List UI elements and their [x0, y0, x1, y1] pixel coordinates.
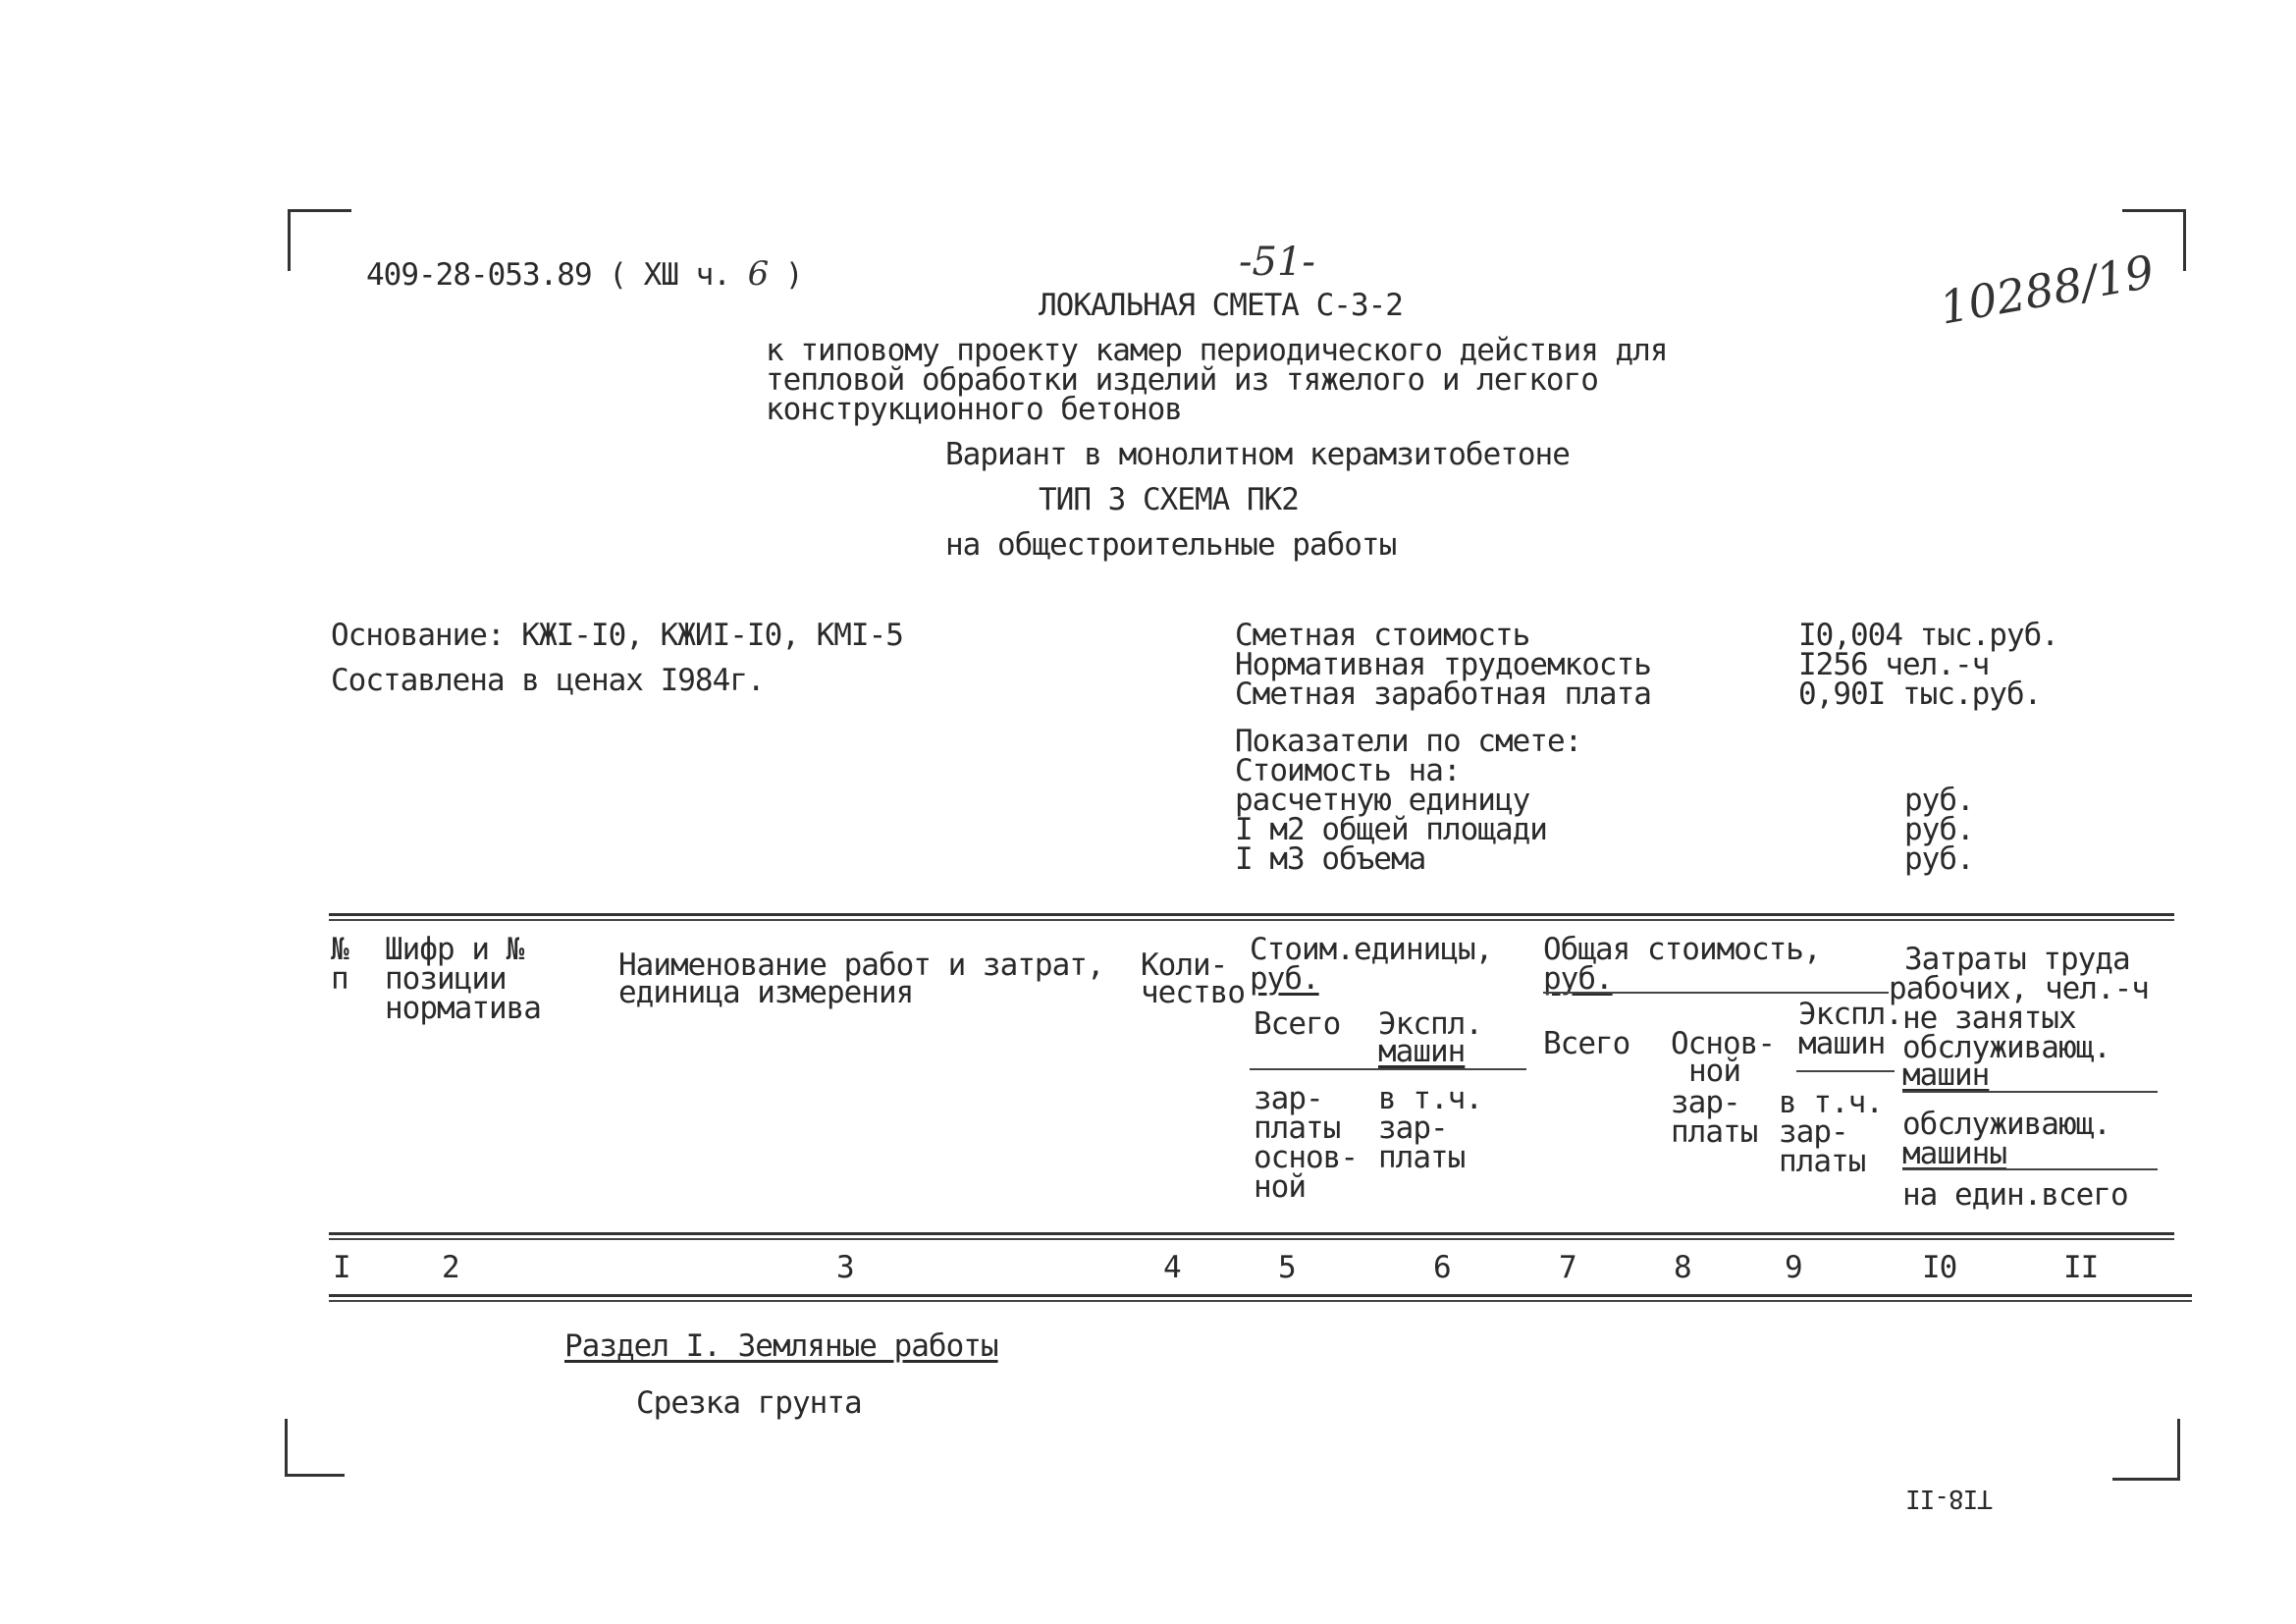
c9-rule [1796, 1070, 1895, 1072]
header-no-1: № [331, 932, 348, 967]
total-cost-rule [1543, 992, 1889, 994]
header-c8b-1: зар- [1671, 1085, 1740, 1120]
col-number-10: I0 [1922, 1250, 1957, 1285]
header-c5b-3: основ- [1254, 1140, 1358, 1175]
header-labor-5: машин [1902, 1057, 1990, 1093]
header-labor-4: обслуживающ. [1902, 1030, 2110, 1065]
section-title: Раздел I. Земляные работы [564, 1328, 998, 1364]
summary-cost-value: I0,004 тыс.руб. [1798, 618, 2058, 653]
col-number-4: 4 [1163, 1250, 1181, 1285]
col-number-8: 8 [1674, 1250, 1691, 1285]
header-labor-2: рабочих, чел.-ч [1889, 971, 2149, 1006]
header-c6b-3: платы [1378, 1140, 1466, 1175]
table-numbers-bottom-rule-2 [329, 1300, 2192, 1302]
header-total-cost-2: руб. [1543, 961, 1613, 997]
header-c8b-2: платы [1671, 1114, 1758, 1150]
header-c9b-2: зар- [1779, 1114, 1848, 1150]
header-c7-total: Всего [1543, 1026, 1630, 1061]
c6-rule [1250, 1068, 1526, 1070]
header-c6-1: Экспл. [1378, 1006, 1482, 1042]
header-c9b-1: в т.ч. [1779, 1085, 1883, 1120]
header-labor-7: машины [1902, 1136, 2006, 1171]
summary-labor-value: I256 чел.-ч [1798, 647, 1990, 682]
footer-stamp [1906, 1483, 1993, 1513]
header-labor-3: не занятых [1902, 1001, 2076, 1036]
header-name-1: Наименование работ и затрат, [618, 947, 1104, 983]
footer-stamp-text: ТI8-II [1906, 1484, 1993, 1513]
header-c6b-1: в т.ч. [1378, 1081, 1482, 1116]
table-top-rule [329, 913, 2174, 916]
col-number-5: 5 [1278, 1250, 1296, 1285]
table-numbers-bottom-rule [329, 1294, 2192, 1297]
summary-wages-label: Сметная заработная плата [1235, 677, 1651, 712]
header-no-2: п [331, 961, 348, 997]
document-code [366, 254, 803, 294]
header-code-2: позиции [385, 961, 507, 997]
col-number-3: 3 [836, 1250, 854, 1285]
header-c6-2: машин [1378, 1034, 1466, 1069]
page-number: -51- [1239, 240, 1315, 285]
col-number-6: 6 [1433, 1250, 1451, 1285]
corner-mark-bottom-right [2112, 1419, 2180, 1481]
document-code-main: 409-28-053.89 ( ХШ ч. [366, 257, 730, 293]
col-number-9: 9 [1785, 1250, 1802, 1285]
header-unit-cost-2: руб. [1250, 961, 1319, 997]
header-name-2: единица измерения [618, 975, 914, 1010]
col-number-11: II [2063, 1250, 2099, 1285]
type-line: ТИП 3 СХЕМА ПК2 [1039, 482, 1299, 517]
archive-number: 10288/19 [1935, 244, 2159, 335]
summary-wages-value: 0,90I тыс.руб. [1798, 677, 2042, 712]
corner-mark-top-left [288, 209, 351, 271]
indicator-volume-label: I м3 объема [1235, 841, 1426, 877]
header-qty-1: Коли- [1141, 947, 1228, 983]
indicator-unit-value: руб. [1904, 783, 1974, 818]
header-code-1: Шифр и № [385, 932, 524, 967]
subtitle-line-2: тепловой обработки изделий из тяжелого и легкого [766, 362, 1598, 398]
indicator-volume-value: руб. [1904, 841, 1974, 877]
document-title: ЛОКАЛЬНАЯ СМЕТА С-3-2 [1039, 288, 1403, 323]
col-number-2: 2 [442, 1250, 459, 1285]
header-c9b-3: платы [1779, 1144, 1866, 1179]
header-c5-total: Всего [1254, 1006, 1341, 1042]
summary-labor-label: Нормативная трудоемкость [1235, 647, 1651, 682]
header-c5b-1: зар- [1254, 1081, 1323, 1116]
basis-line: Основание: КЖI-I0, КЖИI-I0, КМI-5 [331, 618, 903, 653]
variant-line: Вариант в монолитном керамзитобетоне [945, 437, 1570, 472]
header-labor-1: Затраты труда [1904, 942, 2130, 977]
col-number-7: 7 [1559, 1250, 1576, 1285]
indicator-area-value: руб. [1904, 812, 1974, 847]
indicator-unit-label: расчетную единицу [1235, 783, 1530, 818]
labor-rule-2 [1902, 1168, 2158, 1170]
header-c5b-2: платы [1254, 1110, 1341, 1146]
header-labor-6: обслуживающ. [1902, 1107, 2110, 1142]
header-total-cost-1: Общая стоимость, [1543, 932, 1821, 967]
table-top-rule-2 [329, 919, 2174, 921]
indicator-area-label: I м2 общей площади [1235, 812, 1547, 847]
indicators-title: Показатели по смете: [1235, 724, 1582, 759]
labor-rule-1 [1902, 1091, 2158, 1093]
table-numbers-top-rule [329, 1232, 2174, 1235]
document-part-number: 6 [747, 254, 769, 294]
scope-line: на общестроительные работы [945, 527, 1397, 563]
header-c6b-2: зар- [1378, 1110, 1448, 1146]
header-c8-1: Основ- [1671, 1026, 1775, 1061]
corner-mark-bottom-left [285, 1419, 345, 1477]
document-code-close: ) [784, 257, 803, 293]
prices-line: Составлена в ценах I984г. [331, 663, 765, 698]
header-c5b-4: ной [1254, 1169, 1306, 1205]
header-unit-cost-1: Стоим.единицы, [1250, 932, 1493, 967]
work-item: Срезка грунта [636, 1385, 862, 1421]
summary-cost-label: Сметная стоимость [1235, 618, 1530, 653]
cost-on-label: Стоимость на: [1235, 753, 1461, 788]
header-c8-2: ной [1688, 1054, 1740, 1089]
header-labor-8: на един.всего [1902, 1177, 2128, 1213]
header-qty-2: чество [1141, 975, 1245, 1010]
header-c9-1: Экспл. [1798, 997, 1902, 1032]
col-number-1: I [333, 1250, 350, 1285]
subtitle-line-1: к типовому проекту камер периодического действия для [766, 333, 1668, 368]
header-code-3: норматива [385, 991, 541, 1026]
header-c9-2: машин [1798, 1026, 1886, 1061]
table-numbers-top-rule-2 [329, 1238, 2174, 1240]
subtitle-line-3: конструкционного бетонов [766, 392, 1182, 427]
